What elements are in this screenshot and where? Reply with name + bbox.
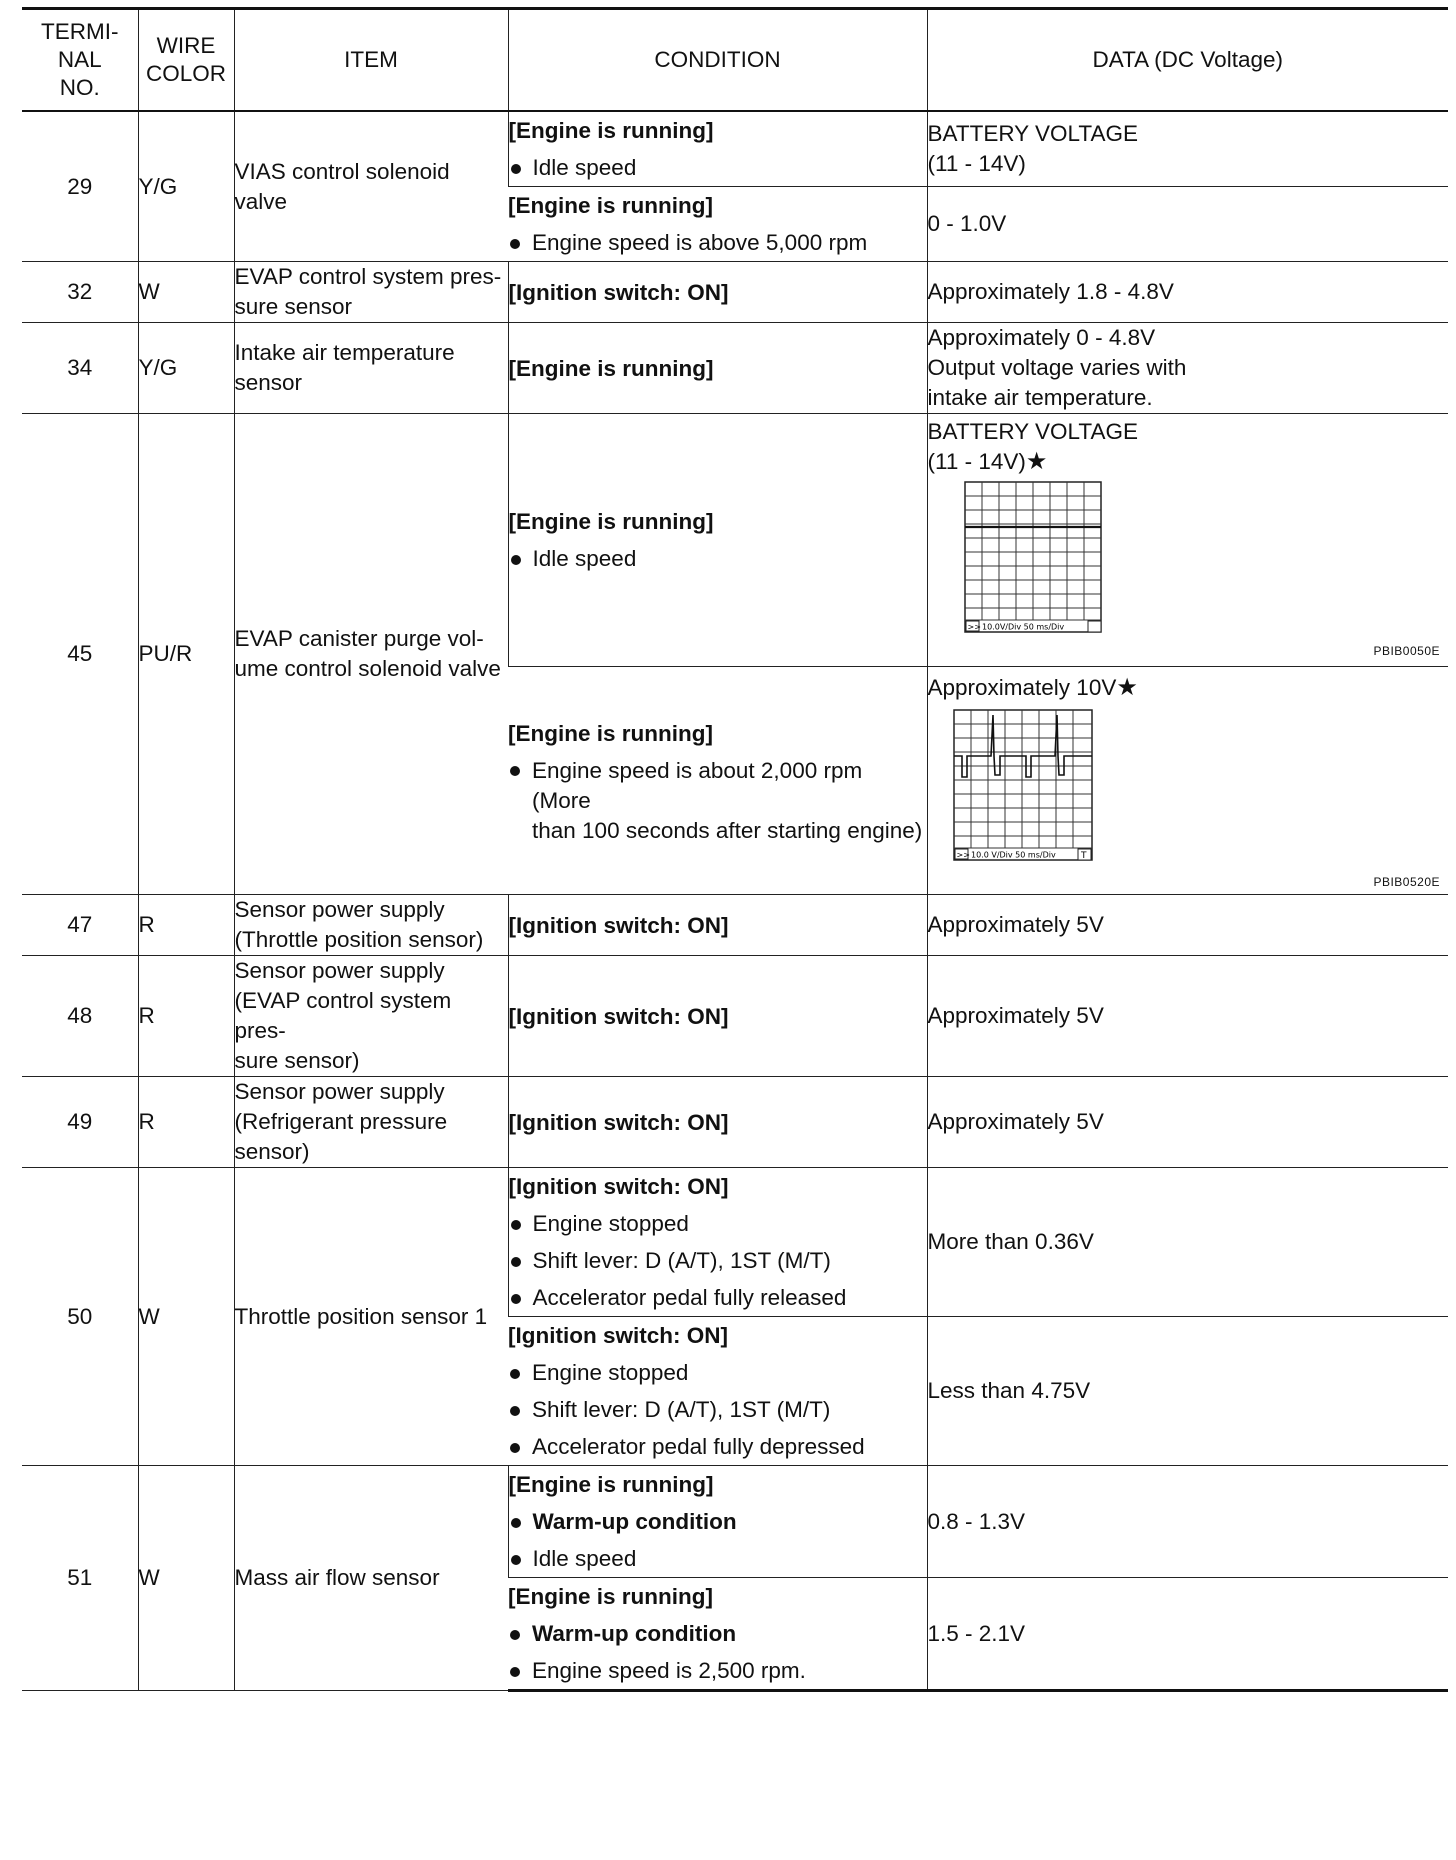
terminal-number: 51 [22,1466,138,1691]
table-row [22,956,1448,1077]
condition-heading: [Ignition switch: ON] [508,1174,729,1199]
condition-cell [508,1466,927,1578]
wire-color: PU/R [138,414,234,895]
wire-color: Y/G [138,323,234,414]
item-name: VIAS control solenoid valve [234,111,508,262]
item-name: Sensor power supply (Throttle position sensor) [234,895,508,956]
condition-cell [508,323,927,414]
condition-cell [508,1168,927,1317]
data-cell: Approximately 5V [927,1077,1448,1168]
condition-heading: [Ignition switch: ON] [508,912,729,938]
table-row [22,1168,1448,1317]
graph-frame [954,710,1092,860]
data-cell: Approximately 5V [927,956,1448,1077]
terminal-number: 34 [22,323,138,414]
terminal-number: 32 [22,262,138,323]
condition-cell [508,667,927,895]
condition-cell [508,111,927,187]
terminal-number: 47 [22,895,138,956]
header-item: ITEM [234,9,508,112]
terminal-number: 49 [22,1077,138,1168]
data-cell: Approximately 5V [927,895,1448,956]
header-data: DATA (DC Voltage) [927,9,1448,112]
condition-heading: [Ignition switch: ON] [508,1003,729,1029]
condition-heading: [Ignition switch: ON] [508,1323,728,1348]
item-name: Intake air temperature sensor [234,323,508,414]
condition-cell [508,262,927,323]
table-row [22,1077,1448,1168]
scope-marker: >> [956,850,970,860]
wire-color: R [138,895,234,956]
table-row [22,323,1448,414]
data-cell: 0 - 1.0V [927,187,1448,262]
condition-bullet: Warm-up condition [509,1503,927,1540]
condition-cell [508,895,927,956]
terminal-number: 48 [22,956,138,1077]
data-cell: BATTERY VOLTAGE (11 - 14V) [927,111,1448,187]
scope-scale-label: 10.0V/Div 50 ms/Div [981,622,1064,632]
header-condition: CONDITION [508,9,927,112]
condition-heading: [Ignition switch: ON] [508,279,729,305]
data-cell: Approximately 1.8 - 4.8V [927,262,1448,323]
condition-heading: [Engine is running] [508,193,713,218]
scope-marker: >> [967,622,981,632]
terminal-number: 45 [22,414,138,895]
condition-bullet: Shift lever: D (A/T), 1ST (M/T) [509,1242,927,1279]
condition-heading: [Engine is running] [508,118,714,143]
scope-scale-label: 10.0 V/Div 50 ms/Div [970,850,1056,860]
data-cell [927,667,1448,895]
data-cell: Approximately 0 - 4.8V Output voltage varies with intake air temperature. [927,323,1448,414]
ecm-terminal-table [22,7,1448,1692]
condition-bullet: Engine speed is above 5,000 rpm [508,224,927,261]
table-row [22,414,1448,667]
table-row [22,1466,1448,1578]
condition-bullet: Idle speed [509,1540,927,1577]
item-name: Mass air flow sensor [234,1466,508,1691]
condition-cell [508,956,927,1077]
data-cell: Less than 4.75V [927,1317,1448,1466]
terminal-number: 29 [22,111,138,262]
star-icon: ★ [1025,448,1048,475]
condition-bullet: Warm-up condition [508,1615,927,1652]
condition-bullet: Accelerator pedal fully depressed [508,1428,927,1465]
wire-color: W [138,1168,234,1466]
oscilloscope-figure: BATTERY VOLTAGE (11 - 14V)★ >> 10.0V/Div 50 ms/Div PBIB0050E [928,414,1449,666]
condition-bullet: Engine stopped [508,1354,927,1391]
item-name: EVAP canister purge vol- ume control solenoid valve [234,414,508,895]
header-wire-color: WIRE COLOR [138,9,234,112]
table-row [22,262,1448,323]
table-row [22,895,1448,956]
condition-cell [508,187,927,262]
condition-bullet: Engine speed is about 2,000 rpm (More than 100 seconds after starting engine) [508,752,927,846]
condition-heading: [Engine is running] [508,1472,714,1497]
waveform-graph [964,481,1106,635]
terminal-number: 50 [22,1168,138,1466]
condition-cell [508,1077,927,1168]
figure-id: PBIB0520E [1373,875,1440,889]
wire-color: W [138,1466,234,1691]
condition-bullet: Engine stopped [509,1205,927,1242]
oscilloscope-figure: Approximately 10V★ >> 10.0 V/Div 50 ms/Div T PBIB0520E [928,667,1449,894]
data-cell: More than 0.36V [927,1168,1448,1317]
wire-color: Y/G [138,111,234,262]
condition-bullet: Engine speed is 2,500 rpm. [508,1652,927,1689]
wire-color: W [138,262,234,323]
data-cell [927,414,1448,667]
condition-heading: [Engine is running] [508,1584,713,1609]
figure-id: PBIB0050E [1373,644,1440,658]
item-name: Throttle position sensor 1 [234,1168,508,1466]
wire-color: R [138,956,234,1077]
condition-cell [508,414,927,667]
condition-bullet: Idle speed [509,149,927,186]
condition-bullet: Shift lever: D (A/T), 1ST (M/T) [508,1391,927,1428]
data-cell: 1.5 - 2.1V [927,1578,1448,1691]
header-row [22,9,1448,112]
condition-bullet: Idle speed [509,540,927,577]
condition-heading: [Engine is running] [508,721,713,746]
condition-cell [508,1317,927,1466]
condition-heading: [Engine is running] [508,509,714,534]
wire-color: R [138,1077,234,1168]
condition-cell [508,1578,927,1691]
table-row [22,111,1448,187]
item-name: Sensor power supply (EVAP control system pres- sure sensor) [234,956,508,1077]
scope-trigger-marker: T [1080,851,1086,861]
header-terminal: TERMI- NAL NO. [22,9,138,112]
condition-heading: [Ignition switch: ON] [508,1109,729,1135]
condition-heading: [Engine is running] [508,355,714,381]
item-name: Sensor power supply (Refrigerant pressure sensor) [234,1077,508,1168]
waveform-graph [953,709,1097,863]
star-icon: ★ [1116,674,1138,701]
condition-bullet: Accelerator pedal fully released [509,1279,927,1316]
data-cell: 0.8 - 1.3V [927,1466,1448,1578]
item-name: EVAP control system pres- sure sensor [234,262,508,323]
